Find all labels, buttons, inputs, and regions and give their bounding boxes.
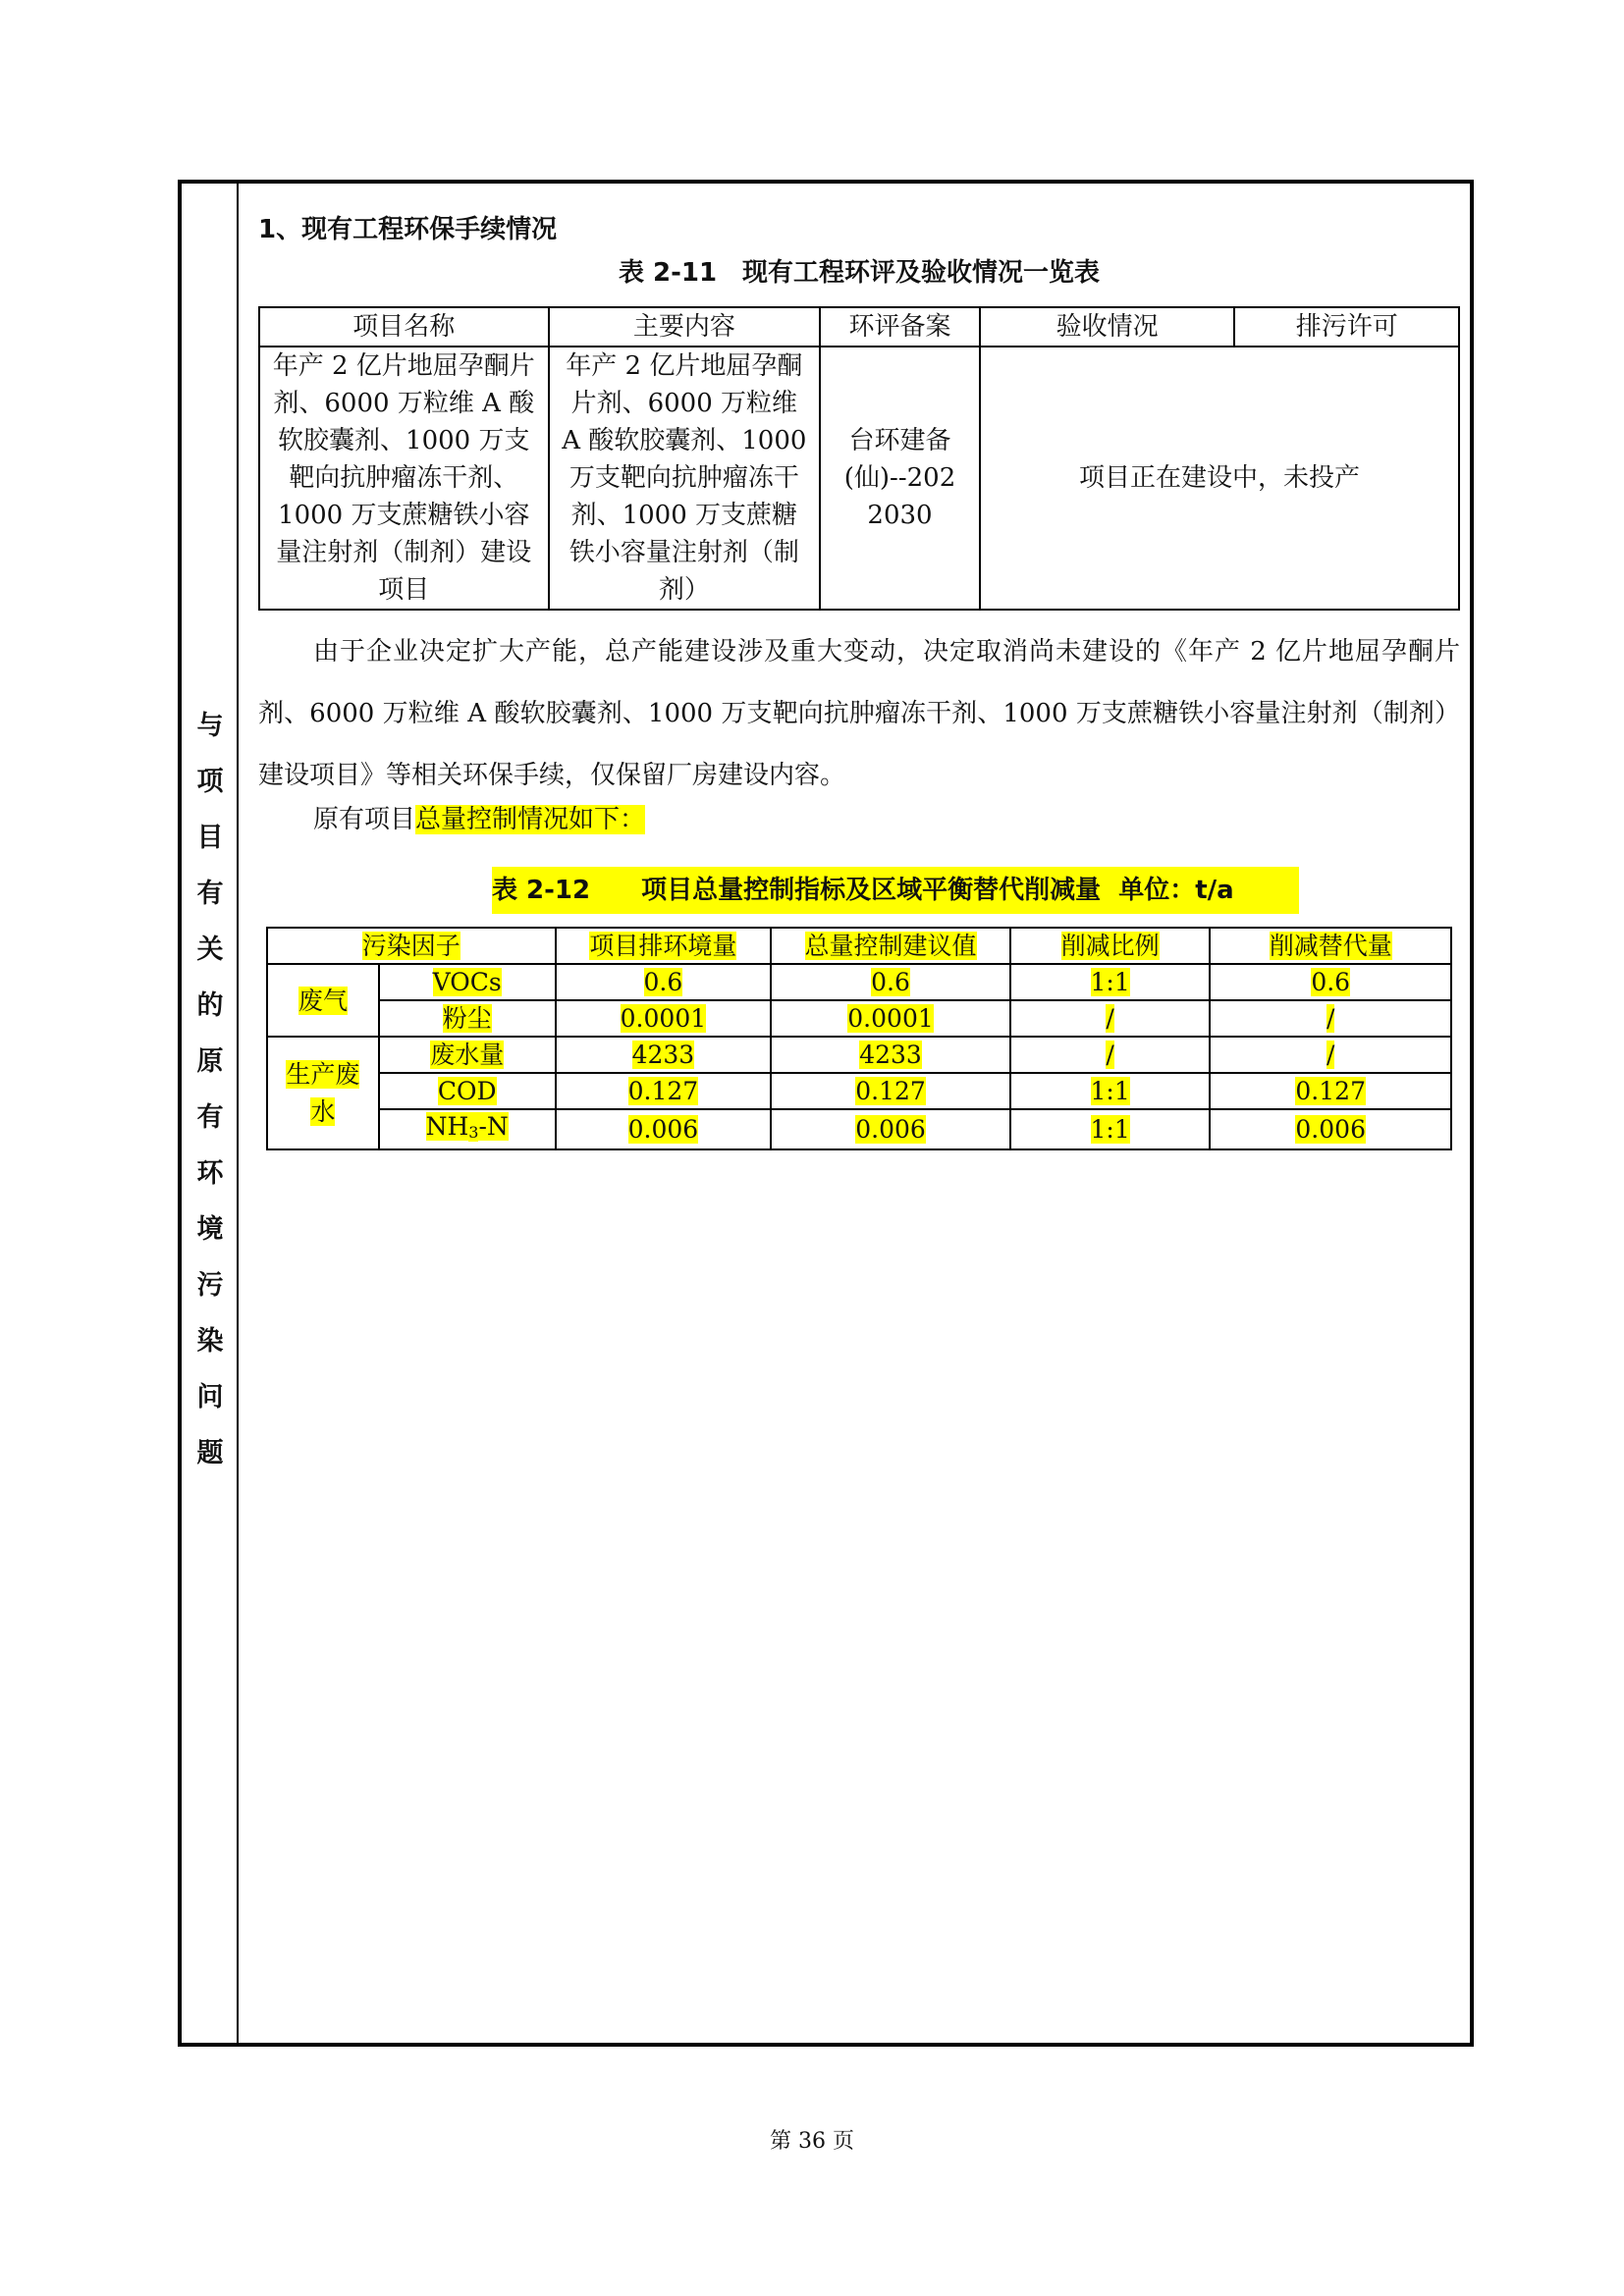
table2-cell: 0.0001 xyxy=(771,1000,1010,1037)
total-intro xyxy=(313,800,645,839)
side-char: 问 xyxy=(196,1382,224,1413)
table2-cell: 0.006 xyxy=(771,1109,1010,1149)
side-char: 关 xyxy=(196,934,224,965)
table2-cell: COD xyxy=(379,1073,556,1109)
table1-header: 项目名称 xyxy=(259,307,549,347)
side-char: 原 xyxy=(196,1046,224,1077)
side-char: 境 xyxy=(196,1214,224,1245)
side-column xyxy=(182,184,239,2043)
table2-header: 总量控制建议值 xyxy=(771,928,1010,964)
table2-cell: 废水量 xyxy=(379,1037,556,1073)
table1-header: 排污许可 xyxy=(1234,307,1459,347)
side-char: 污 xyxy=(196,1270,224,1301)
table2-cell: 1:1 xyxy=(1010,1073,1211,1109)
table1 xyxy=(258,306,1460,611)
table2-cell: 0.006 xyxy=(556,1109,772,1149)
table2-cell: 1:1 xyxy=(1010,964,1211,1000)
side-char: 与 xyxy=(196,711,224,741)
table2-header: 项目排环境量 xyxy=(556,928,772,964)
side-char: 项 xyxy=(196,767,224,797)
table1-filing: 台环建备(仙)--2022030 xyxy=(820,347,980,610)
table2-caption: 表 2-12 项目总量控制指标及区域平衡替代削减量 单位：t/a xyxy=(492,867,1299,914)
table1-project-name: 年产 2 亿片地屈孕酮片剂、6000 万粒维 A 酸软胶囊剂、1000 万支靶向抗肿瘤冻干剂、1000 万支蔗糖铁小容量注射剂（制剂）建设项目 xyxy=(259,347,549,610)
table2-group: 废气 xyxy=(267,964,379,1037)
body-paragraph: 由于企业决定扩大产能，总产能建设涉及重大变动，决定取消尚未建设的《年产 2 亿片地屈孕酮片剂、6000 万粒维 A 酸软胶囊剂、1000 万支靶向抗肿瘤冻干剂、1000 万支蔗糖铁小容量注射剂（制剂）建设项目》等相关环保手续，仅保留厂房建设内容。 xyxy=(258,637,1460,790)
table2-cell: 1:1 xyxy=(1010,1109,1211,1149)
table2-header: 削减替代量 xyxy=(1210,928,1451,964)
section-heading: 1、现有工程环保手续情况 xyxy=(258,215,558,244)
table1-caption: 表 2-11 现有工程环评及验收情况一览表 xyxy=(618,258,1101,288)
total-intro-highlight: 总量控制情况如下： xyxy=(415,805,646,834)
table1-project-content: 年产 2 亿片地屈孕酮片剂、6000 万粒维 A 酸软胶囊剂、1000 万支靶向抗肿瘤冻干剂、1000 万支蔗糖铁小容量注射剂（制剂） xyxy=(549,347,821,610)
table1-status: 项目正在建设中，未投产 xyxy=(980,347,1459,610)
side-char: 的 xyxy=(196,990,224,1021)
table2-cell: / xyxy=(1010,1037,1211,1073)
table2-cell: / xyxy=(1010,1000,1211,1037)
side-char: 目 xyxy=(196,823,224,853)
table2-cell: 4233 xyxy=(771,1037,1010,1073)
side-char: 染 xyxy=(196,1326,224,1357)
total-intro-prefix: 原有项目 xyxy=(313,805,416,834)
table2-cell: 0.6 xyxy=(771,964,1010,1000)
table1-header: 验收情况 xyxy=(980,307,1234,347)
side-char: 环 xyxy=(196,1158,224,1189)
table2-cell: 0.006 xyxy=(1210,1109,1451,1149)
table2-cell: / xyxy=(1210,1000,1451,1037)
document-frame xyxy=(178,180,1474,2047)
side-char: 题 xyxy=(196,1438,224,1468)
page-number: 第 36 页 xyxy=(770,2129,854,2154)
table2-cell: 0.127 xyxy=(556,1073,772,1109)
table2-cell: 粉尘 xyxy=(379,1000,556,1037)
table2-cell: 0.0001 xyxy=(556,1000,772,1037)
table2-cell: VOCs xyxy=(379,964,556,1000)
table2-cell: 4233 xyxy=(556,1037,772,1073)
table2-header: 削减比例 xyxy=(1010,928,1211,964)
table1-header: 主要内容 xyxy=(549,307,821,347)
side-char: 有 xyxy=(196,1102,224,1133)
table2-cell: 0.127 xyxy=(771,1073,1010,1109)
table1-header: 环评备案 xyxy=(820,307,980,347)
side-label xyxy=(182,698,239,1481)
table2-cell: 0.6 xyxy=(556,964,772,1000)
table2-group: 生产废水 xyxy=(267,1037,379,1149)
table2-cell: 0.127 xyxy=(1210,1073,1451,1109)
table2-cell: NH3-N xyxy=(379,1109,556,1149)
table2 xyxy=(266,927,1452,1150)
table2-header: 污染因子 xyxy=(267,928,556,964)
side-char: 有 xyxy=(196,879,224,909)
table2-cell: 0.6 xyxy=(1210,964,1451,1000)
table2-cell: / xyxy=(1210,1037,1451,1073)
